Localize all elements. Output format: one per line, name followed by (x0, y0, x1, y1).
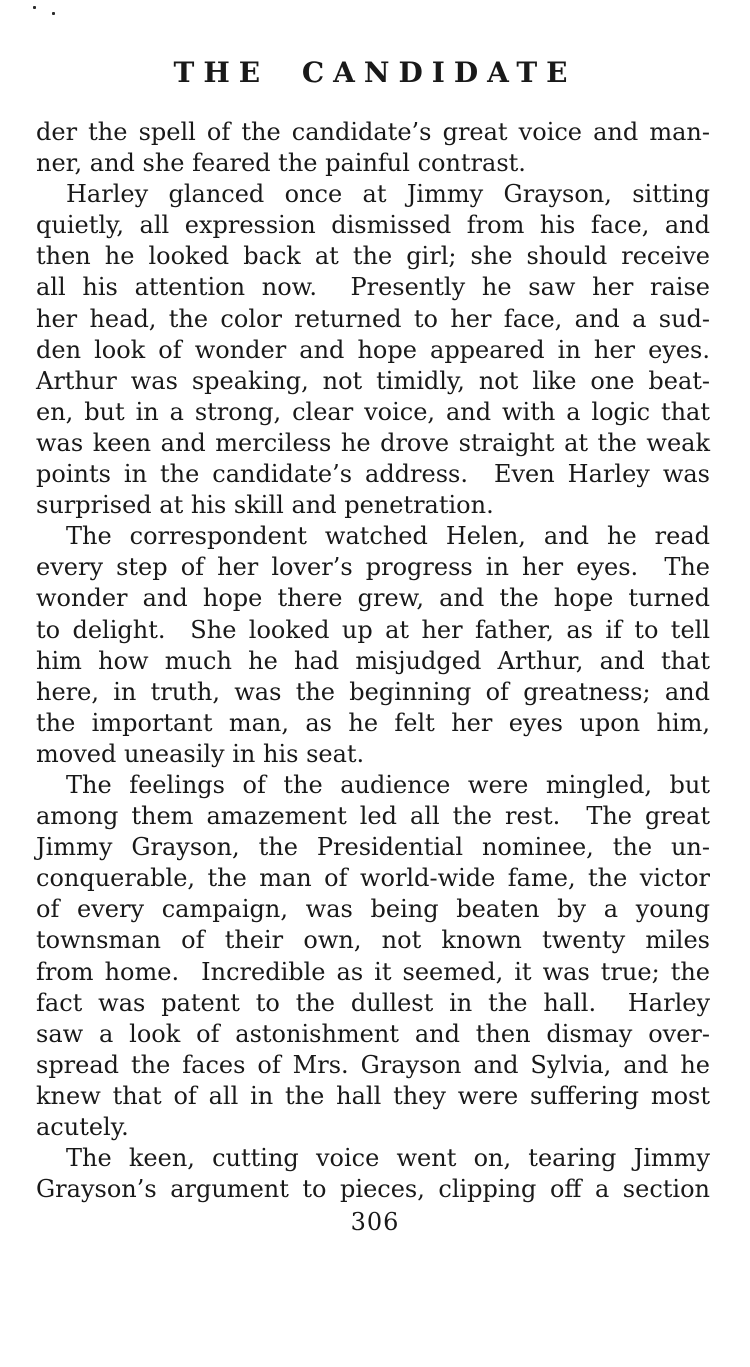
text-line: surprised at his skill and penetration. (36, 491, 494, 520)
text-line: The feelings of the audience were mingled, but (66, 770, 710, 799)
page-number: 306 (350, 1208, 400, 1236)
text-line: townsman of their own, not known twenty miles (36, 926, 710, 955)
text-line: her head, the color returned to her face, and a sud- (36, 304, 710, 333)
text-line: den look of wonder and hope appeared in her eyes. (36, 335, 710, 364)
scan-speck (33, 6, 36, 9)
page-header-title: THE CANDIDATE (173, 56, 577, 89)
text-line: of every campaign, was being beaten by a young (36, 895, 710, 924)
text-line: all his attention now. Presently he saw her raise (36, 273, 710, 302)
text-line: wonder and hope there grew, and the hope turned (36, 584, 710, 613)
text-line: conquerable, the man of world-wide fame, the victor (36, 864, 710, 893)
text-line: him how much he had misjudged Arthur, and that (36, 646, 710, 675)
text-line: then he looked back at the girl; she should receive (36, 242, 710, 271)
text-line: from home. Incredible as it seemed, it was true; the (36, 957, 710, 986)
text-line: the important man, as he felt her eyes upon him, (36, 708, 710, 737)
body-text (36, 117, 710, 1205)
text-line: to delight. She looked up at her father, as if to tell (36, 615, 710, 644)
text-line: ner, and she feared the painful contrast. (36, 149, 526, 178)
scan-speck (52, 12, 55, 15)
text-line: fact was patent to the dullest in the hall. Harley (36, 988, 710, 1017)
text-line: The keen, cutting voice went on, tearing Jimmy (66, 1144, 710, 1173)
text-line: saw a look of astonishment and then dismay over- (36, 1019, 710, 1048)
text-line: The correspondent watched Helen, and he read (66, 522, 710, 551)
text-line: among them amazement led all the rest. The great (36, 802, 710, 831)
text-line: der the spell of the candidate’s great voice and man- (36, 118, 710, 146)
text-line: spread the faces of Mrs. Grayson and Sylvia, and he (36, 1050, 710, 1079)
text-line: moved uneasily in his seat. (36, 739, 365, 768)
text-line: Harley glanced once at Jimmy Grayson, sitting (66, 180, 710, 209)
text-line: quietly, all expression dismissed from his face, and (36, 211, 710, 240)
text-line: Arthur was speaking, not timidly, not like one beat- (36, 366, 710, 395)
text-line: every step of her lover’s progress in her eyes. The (36, 553, 710, 582)
text-line: was keen and merciless he drove straight at the weak (36, 428, 710, 457)
text-line: Jimmy Grayson, the Presidential nominee, the un- (36, 833, 710, 862)
text-line: knew that of all in the hall they were suffering most (36, 1081, 710, 1110)
text-line: here, in truth, was the beginning of greatness; and (36, 677, 710, 706)
text-line: points in the candidate’s address. Even Harley was (36, 460, 710, 489)
text-line: en, but in a strong, clear voice, and with a logic that (36, 397, 710, 426)
text-line: Grayson’s argument to pieces, clipping off a section (36, 1175, 710, 1204)
text-line: acutely. (36, 1113, 129, 1141)
